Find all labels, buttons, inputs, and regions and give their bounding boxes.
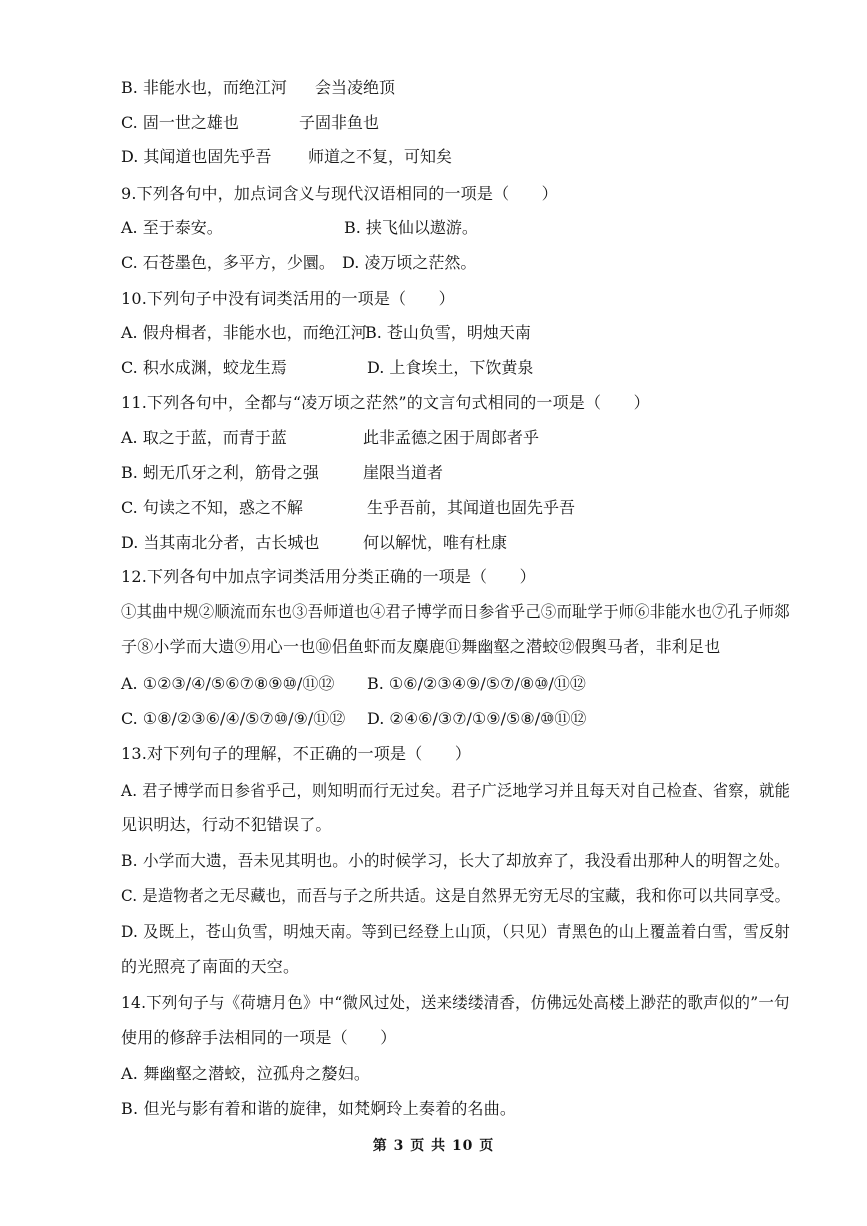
q12-option-b: B. ①⑥/②③④⑨/⑤⑦/⑧⑩/⑪⑫ — [367, 674, 586, 693]
q9-option-b: B. 挟飞仙以遨游。 — [344, 218, 478, 237]
q11-stem: 11.下列各句中，全都与“凌万顷之茫然”的文言句式相同的一项是（ ） — [121, 393, 650, 412]
q13-option-d-line1: D. 及既上，苍山负雪，明烛天南。等到已经登上山顶，（只见）青黑色的山上覆盖着白雪，雪反射 — [121, 922, 791, 941]
page-number-footer: 第 3 页 共 10 页 — [372, 1138, 495, 1154]
q13-option-a-line1: A. 君子博学而日参省乎己，则知明而行无过矣。君子广泛地学习并且每天对自己检查、省察，就能 — [121, 781, 791, 800]
q9-option-d: D. 凌万顷之茫然。 — [342, 253, 477, 272]
q8-option-c-pair: 子固非鱼也 — [299, 113, 380, 132]
q13-stem: 13.对下列句子的理解，不正确的一项是（ ） — [121, 744, 472, 763]
q11-option-b: B. 蚓无爪牙之利，筋骨之强 — [121, 463, 319, 482]
q9-option-a: A. 至于泰安。 — [121, 218, 223, 237]
q10-stem: 10.下列句子中没有词类活用的一项是（ ） — [121, 289, 455, 308]
q10-option-c: C. 积水成渊，蛟龙生焉 — [121, 358, 287, 377]
q8-option-b-pair: 会当凌绝顶 — [315, 78, 396, 97]
q11-option-a: A. 取之于蓝，而青于蓝 — [121, 428, 287, 447]
q13-option-b: B. 小学而大遗，吾未见其明也。小的时候学习，长大了却放弃了，我没看出那种人的明智之处。 — [121, 851, 790, 870]
q14-option-b: B. 但光与影有着和谐的旋律，如梵婀玲上奏着的名曲。 — [121, 1099, 517, 1118]
q11-option-b-pair: 崖限当道者 — [363, 463, 444, 482]
q12-sentences-line1: ①其曲中规②顺流而东也③吾师道也④君子博学而日参省乎己⑤而耻学于师⑥非能水也⑦孔子师郯 — [121, 602, 790, 621]
q14-stem-line1: 14.下列句子与《荷塘月色》中“微风过处，送来缕缕清香，仿佛远处高楼上渺茫的歌声似的”一句 — [121, 993, 790, 1012]
q14-option-a: A. 舞幽壑之潜蛟，泣孤舟之嫠妇。 — [121, 1064, 371, 1083]
q14-stem-line2: 使用的修辞手法相同的一项是（ ） — [121, 1028, 397, 1047]
q8-option-d: D. 其闻道也固先乎吾 — [121, 147, 272, 166]
q13-option-a-line2: 见识明达，行动不犯错误了。 — [121, 815, 332, 834]
q10-option-d: D. 上食埃土，下饮黄泉 — [367, 358, 534, 377]
q9-option-c: C. 石苍墨色，多平方，少圜。 — [121, 253, 335, 272]
q12-sentences-line2: 子⑧小学而大遗⑨用心一也⑩侣鱼虾而友麋鹿⑪舞幽壑之潜蛟⑫假舆马者，非利足也 — [121, 637, 721, 656]
q11-option-c-pair: 生乎吾前，其闻道也固先乎吾 — [367, 498, 576, 517]
q12-stem: 12.下列各句中加点字词类活用分类正确的一项是（ ） — [121, 567, 536, 586]
q11-option-c: C. 句读之不知，惑之不解 — [121, 498, 303, 517]
q10-option-a: A. 假舟楫者，非能水也，而绝江河 — [121, 323, 367, 342]
q11-option-d-pair: 何以解忧，唯有杜康 — [363, 533, 508, 552]
q9-stem: 9.下列各句中，加点词含义与现代汉语相同的一项是（ ） — [121, 184, 558, 203]
q12-option-a: A. ①②③/④/⑤⑥⑦⑧⑨⑩/⑪⑫ — [121, 674, 335, 693]
q8-option-b: B. 非能水也，而绝江河 — [121, 78, 287, 97]
q11-option-a-pair: 此非孟德之困于周郎者乎 — [363, 428, 540, 447]
q12-option-d: D. ②④⑥/③⑦/①⑨/⑤⑧/⑩⑪⑫ — [367, 709, 587, 728]
q11-option-d: D. 当其南北分者，古长城也 — [121, 533, 320, 552]
q12-option-c: C. ①⑧/②③⑥/④/⑤⑦⑩/⑨/⑪⑫ — [121, 709, 346, 728]
q8-option-d-pair: 师道之不复，可知矣 — [308, 147, 453, 166]
q8-option-c: C. 固一世之雄也 — [121, 113, 239, 132]
q13-option-d-line2: 的光照亮了南面的天空。 — [121, 957, 300, 976]
q13-option-c: C. 是造物者之无尽藏也，而吾与子之所共适。这是自然界无穷无尽的宝藏，我和你可以共同享受。 — [121, 886, 791, 905]
q10-option-b: B. 苍山负雪，明烛天南 — [365, 323, 531, 342]
